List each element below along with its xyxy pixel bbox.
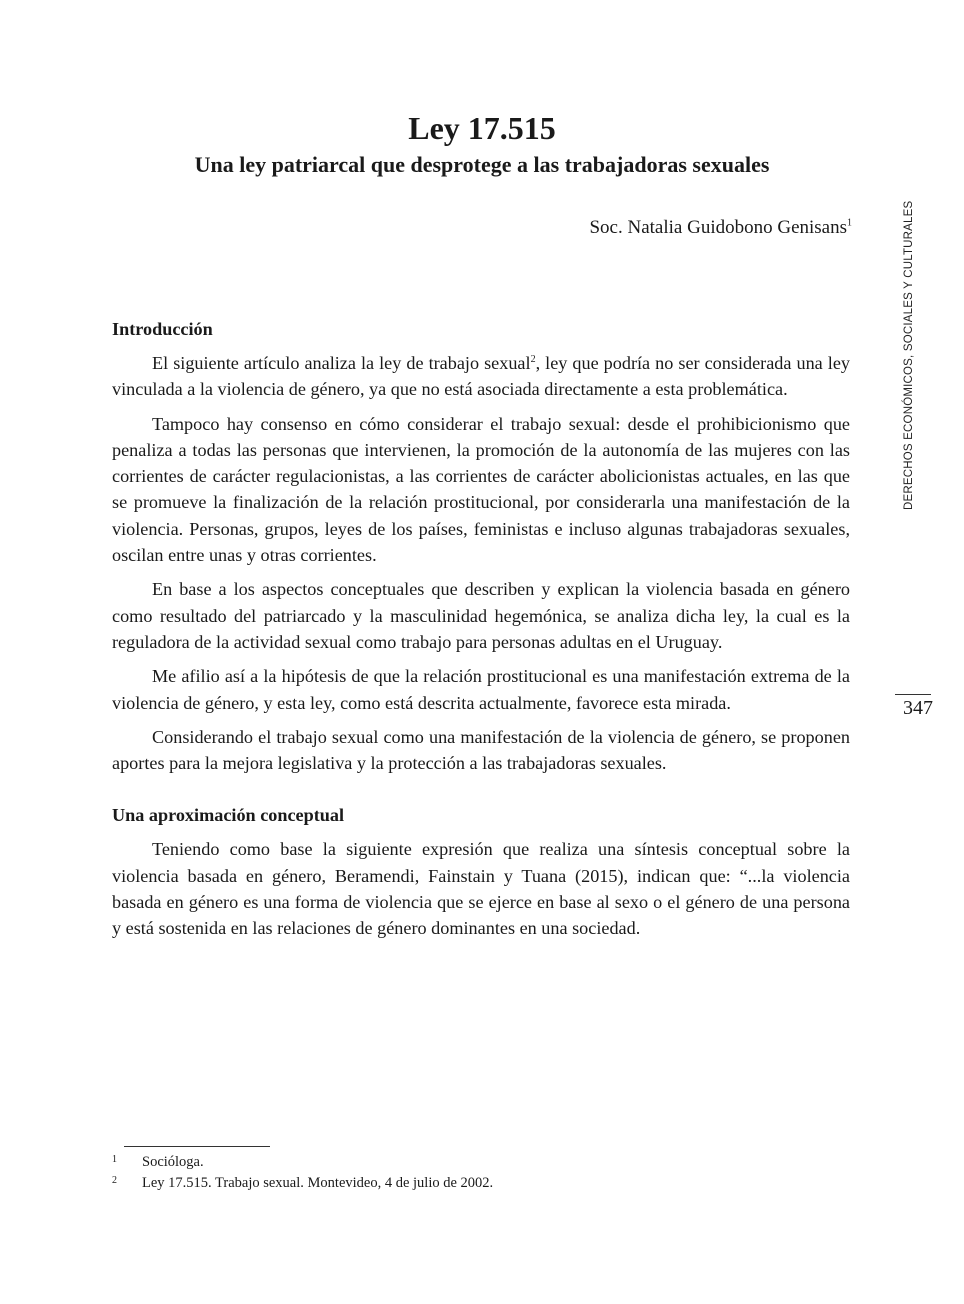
footnote-number: 1 xyxy=(112,1154,117,1165)
section-heading-introduccion: Introducción xyxy=(112,319,213,339)
article-title: Ley 17.515 xyxy=(408,110,556,146)
paragraph: Considerando el trabajo sexual como una manifestación de la violencia de género, se proponen aportes para la mejora legislativa y la protección a las trabajadoras sexuales. xyxy=(112,726,850,774)
author-name: Soc. Natalia Guidobono Genisans xyxy=(589,217,847,238)
paragraph: En base a los aspectos conceptuales que describen y explican la violencia basada en género como resultado del patriarcado y la masculinidad hegemónica, se analiza dicha ley, la cual es la reguladora de la actividad sexual como trabajo para personas adultas en el Uruguay. xyxy=(112,579,850,652)
footnote-item xyxy=(112,1173,852,1194)
article-body xyxy=(112,314,850,950)
article-subtitle: Una ley patriarcal que desprotege a las trabajadoras sexuales xyxy=(194,152,770,177)
paragraph: Me afilio así a la hipótesis de que la relación prostitucional es una manifestación extrema de la violencia de género, y esta ley, como está descrita actualmente, favorece esta mirada. xyxy=(112,666,850,713)
footnote-text: Ley 17.515. Trabajo sexual. Montevideo, 4 de julio de 2002. xyxy=(142,1175,494,1191)
page-number-rule xyxy=(895,694,931,695)
footnote-item xyxy=(112,1152,852,1173)
footnote-text: Socióloga. xyxy=(142,1154,204,1170)
paragraph xyxy=(112,350,850,403)
section-heading-aproximacion: Una aproximación conceptual xyxy=(112,805,345,826)
paragraph-text: El siguiente artículo analiza la ley de trabajo sexual xyxy=(152,353,531,373)
paragraph: Teniendo como base la siguiente expresión que realiza una síntesis conceptual sobre la violencia basada en género, Beramendi, Fainstain y Tuana (2015), indican que: “...la violencia basada en género es una forma de violencia que se ejerce en base al sexo o el género de una persona y está sostenida en las relaciones de género dominantes en una sociedad. xyxy=(112,839,850,939)
author-footnote-ref[interactable]: 1 xyxy=(847,217,852,229)
footnote-number: 2 xyxy=(112,1175,117,1186)
page-number: 347 xyxy=(903,697,933,719)
section-side-label: DERECHOS ECONÓMICOS, SOCIALES Y CULTURALES xyxy=(903,200,915,510)
footnotes xyxy=(112,1152,852,1194)
footnote-rule xyxy=(124,1146,270,1147)
paragraph-text: , ley que podría no ser considerada una ley vinculada a la violencia de género, ya que no está asociada directamente a esta problemática. xyxy=(112,353,850,400)
paragraph: Tampoco hay consenso en cómo considerar el trabajo sexual: desde el prohibicionismo que penaliza a todas las personas que intervienen, la promoción de la autonomía de las mujeres con las corrientes de carácter regulacionistas, a las corrientes de carácter abolicionistas actuales, en las que se promueve la finalización de la relación prostitucional, por considerarla una manifestación de la violencia. Personas, grupos, leyes de los países, feministas e incluso algunas trabajadoras sexuales, oscilan entre unas y otras corrientes. xyxy=(112,413,850,566)
author-line xyxy=(589,214,852,242)
footnote-ref[interactable]: 2 xyxy=(530,353,536,365)
